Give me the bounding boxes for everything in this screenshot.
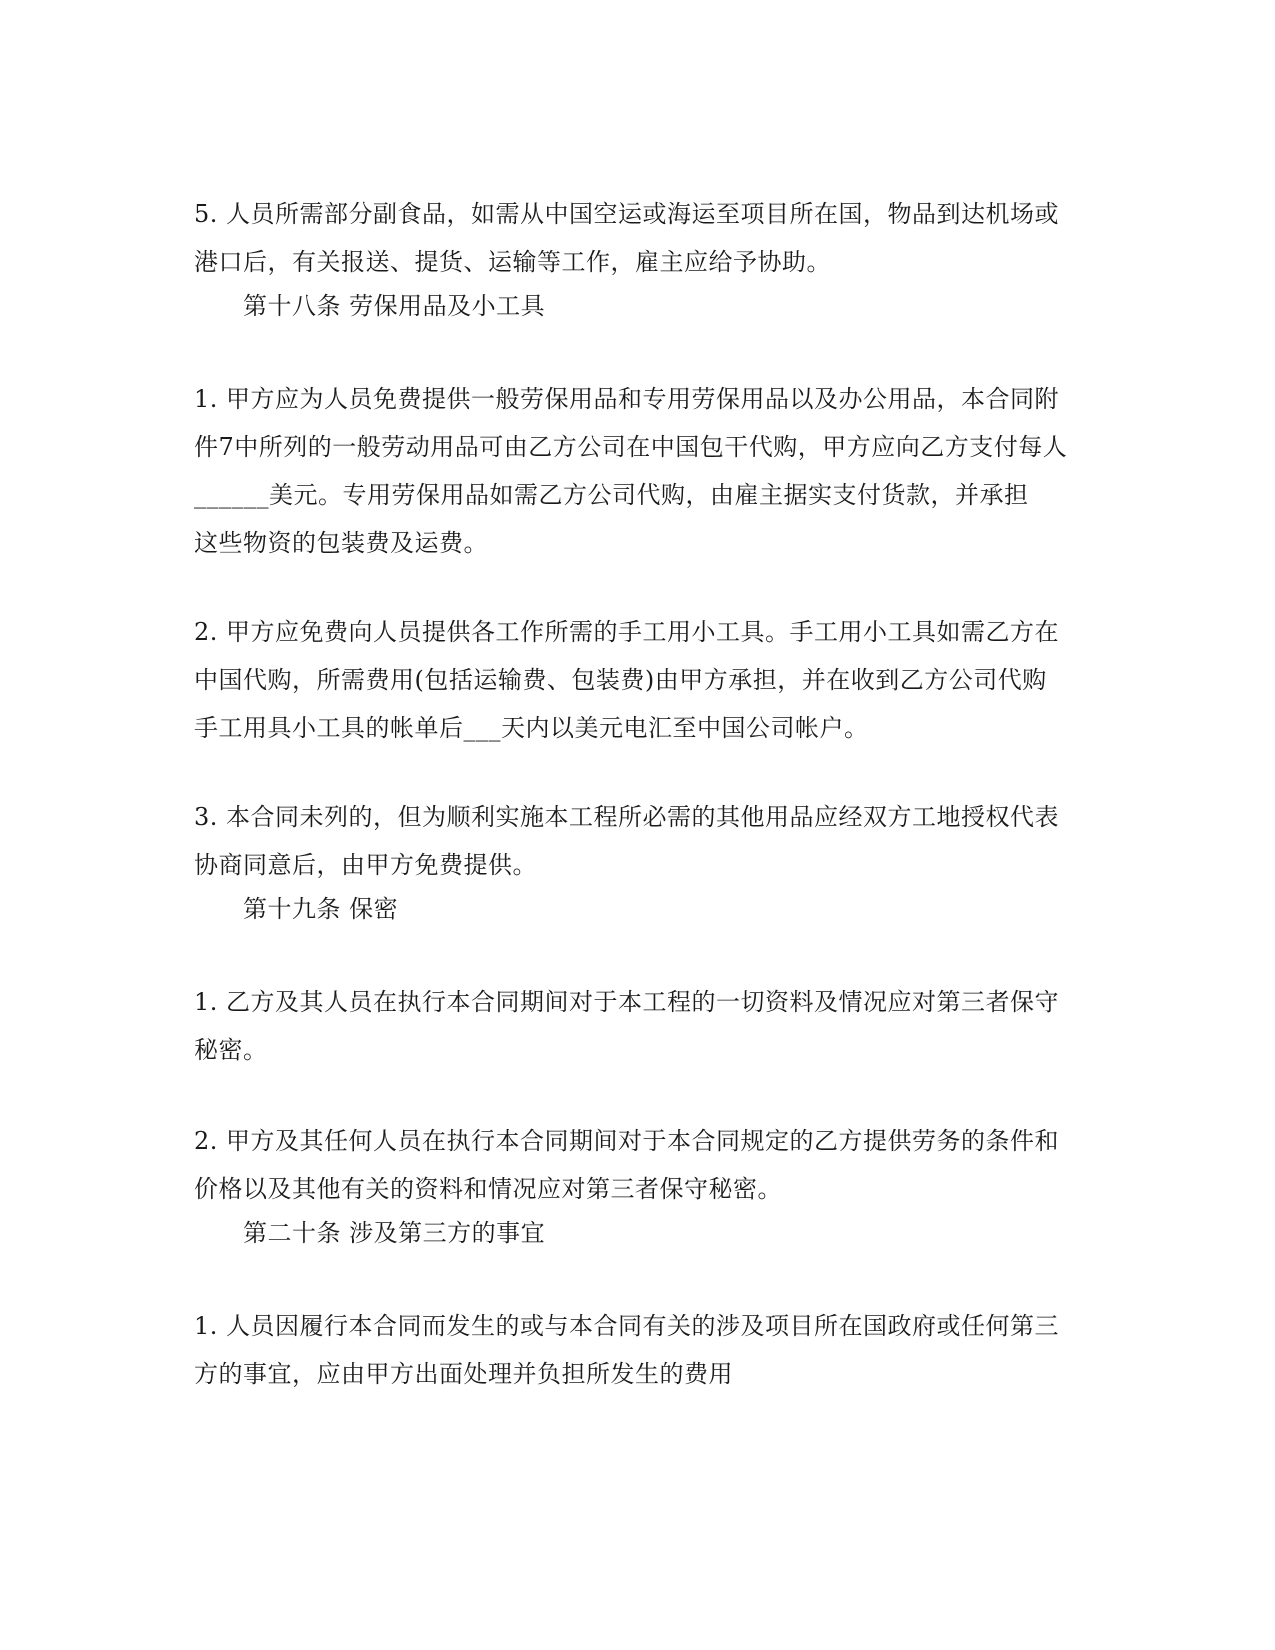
text-line: 方的事宜，应由甲方出面处理并负担所发生的费用 (194, 1360, 733, 1388)
text-line: 1. 人员因履行本合同而发生的或与本合同有关的涉及项目所在国政府或任何第三 (194, 1312, 1060, 1340)
article-20-item-1 (194, 1302, 1084, 1398)
text-line: 5. 人员所需部分副食品，如需从中国空运或海运至项目所在国，物品到达机场或 (194, 200, 1060, 228)
article-19-heading: 第十九条 保密 (243, 895, 399, 923)
text-line: 价格以及其他有关的资料和情况应对第三者保守秘密。 (194, 1175, 782, 1203)
text-line: 件7中所列的一般劳动用品可由乙方公司在中国包干代购，甲方应向乙方支付每人 (194, 433, 1068, 461)
text-line: 港口后，有关报送、提货、运输等工作，雇主应给予协助。 (194, 248, 831, 276)
article-18-item-1 (194, 375, 1084, 567)
text-line: 1. 乙方及其人员在执行本合同期间对于本工程的一切资料及情况应对第三者保守 (194, 988, 1060, 1016)
article-19-item-2 (194, 1117, 1084, 1213)
article-18-heading: 第十八条 劳保用品及小工具 (243, 292, 546, 320)
text-line: 2. 甲方及其任何人员在执行本合同期间对于本合同规定的乙方提供劳务的条件和 (194, 1127, 1060, 1155)
text-line: 协商同意后，由甲方免费提供。 (194, 851, 537, 879)
text-line: 中国代购，所需费用(包括运输费、包装费)由甲方承担，并在收到乙方公司代购 (194, 666, 1047, 694)
article-20-heading: 第二十条 涉及第三方的事宜 (243, 1219, 546, 1247)
article-18-item-3 (194, 793, 1084, 889)
text-line: 手工用具小工具的帐单后___天内以美元电汇至中国公司帐户。 (194, 714, 869, 742)
text-line: 2. 甲方应免费向人员提供各工作所需的手工用小工具。手工用小工具如需乙方在 (194, 618, 1060, 646)
text-line: ______美元。专用劳保用品如需乙方公司代购，由雇主据实支付货款，并承担 (194, 481, 1029, 509)
article-19-item-1 (194, 978, 1084, 1074)
article-18-item-2 (194, 608, 1084, 752)
paragraph-item-5 (194, 190, 1084, 286)
text-line: 3. 本合同未列的，但为顺利实施本工程所必需的其他用品应经双方工地授权代表 (194, 803, 1060, 831)
text-line: 1. 甲方应为人员免费提供一般劳保用品和专用劳保用品以及办公用品，本合同附 (194, 385, 1060, 413)
text-line: 这些物资的包装费及运费。 (194, 529, 488, 557)
text-line: 秘密。 (194, 1036, 268, 1064)
